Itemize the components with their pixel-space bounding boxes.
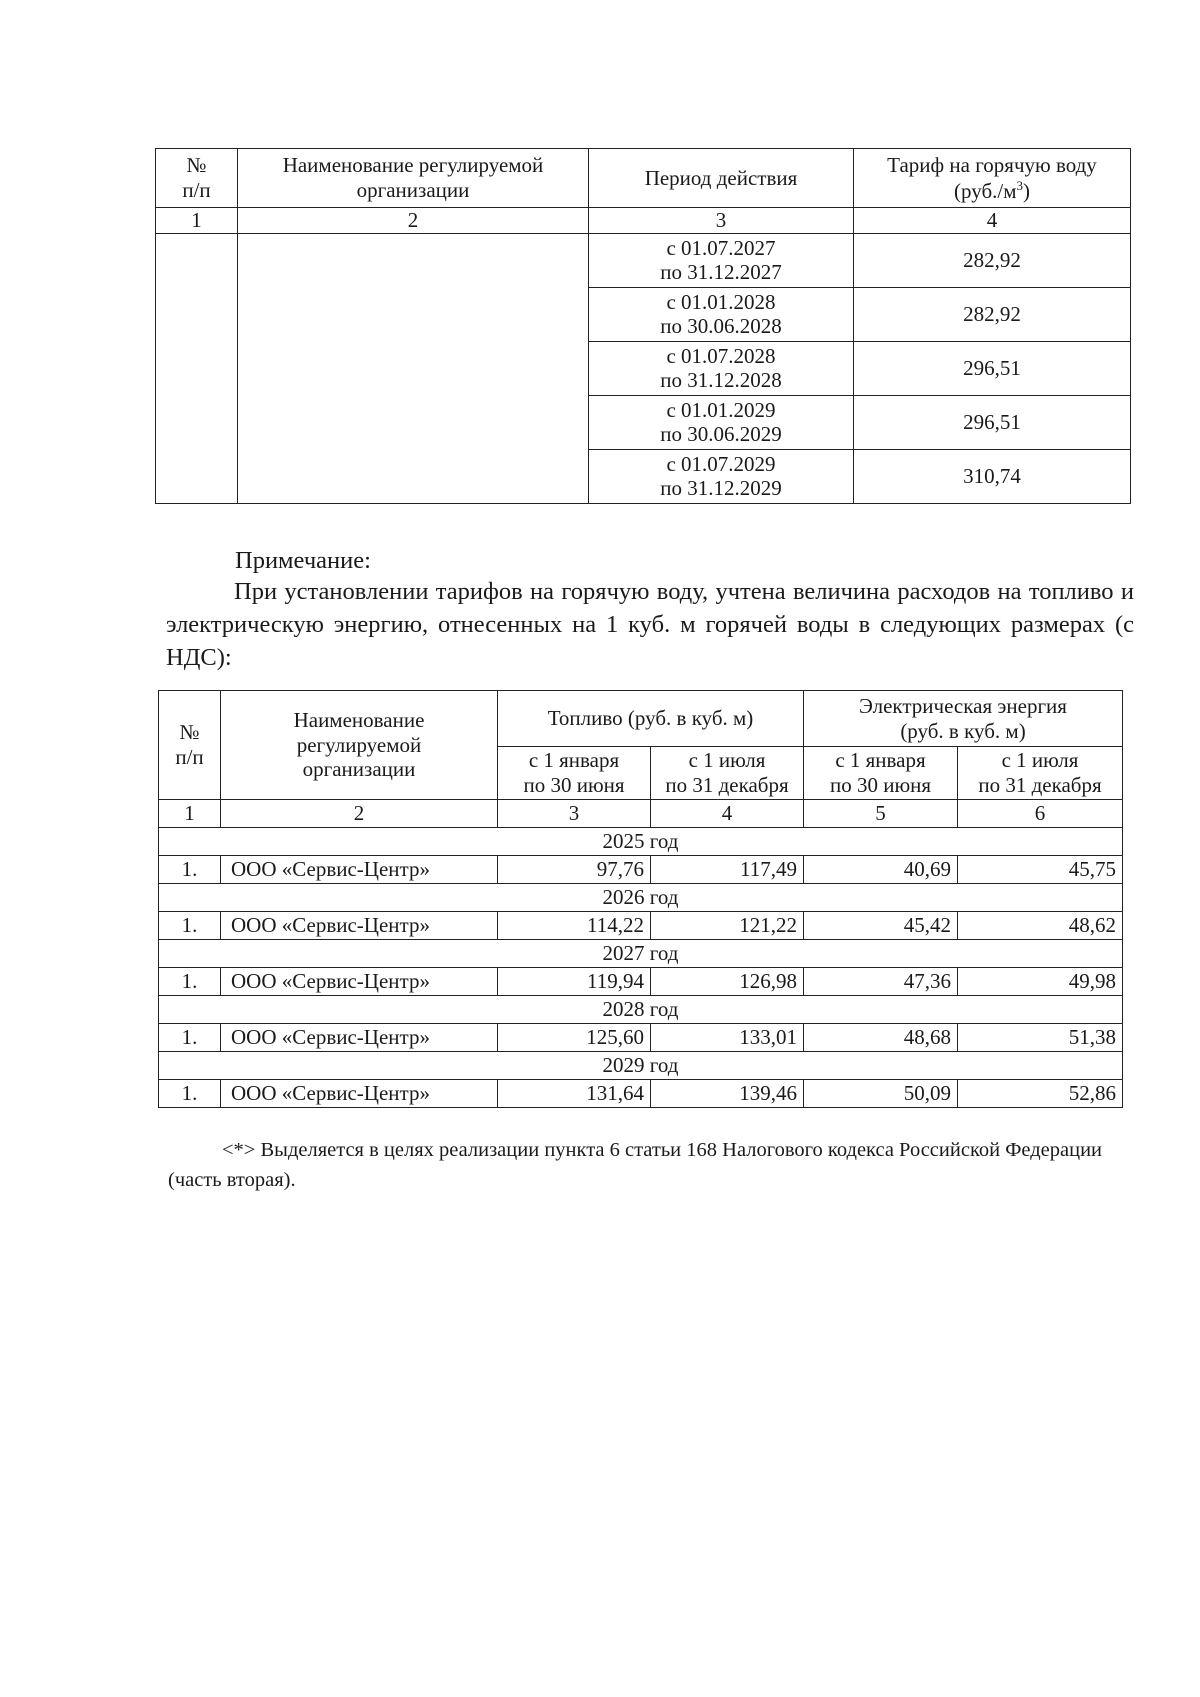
hot-water-tariff-table — [155, 148, 1131, 504]
header-num: № п/п — [159, 691, 221, 800]
value-cell: 52,86 — [958, 1080, 1123, 1108]
header-tariff-unit-sup: 3 — [1016, 177, 1023, 193]
col-number: 6 — [958, 800, 1123, 828]
value-cell: 49,98 — [958, 968, 1123, 996]
value-cell: 119,94 — [498, 968, 651, 996]
value-cell: 47,36 — [804, 968, 958, 996]
year-row: 2026 год — [159, 884, 1123, 912]
value-cell: 48,68 — [804, 1024, 958, 1052]
period-cell: с 01.01.2029 по 30.06.2029 — [589, 395, 854, 449]
header-period-h2: с 1 июля по 31 декабря — [651, 747, 804, 800]
col-number: 4 — [854, 208, 1131, 234]
col-number: 2 — [221, 800, 498, 828]
table-row — [159, 968, 1123, 996]
value-cell: 50,09 — [804, 1080, 958, 1108]
col-number: 2 — [238, 208, 589, 234]
col-number: 3 — [498, 800, 651, 828]
org-name: ООО «Сервис-Центр» — [221, 856, 498, 884]
col-number: 5 — [804, 800, 958, 828]
header-period-h2: с 1 июля по 31 декабря — [958, 747, 1123, 800]
table-row — [159, 1080, 1123, 1108]
value-cell: 97,76 — [498, 856, 651, 884]
footnote: <*> Выделяется в целях реализации пункта 6 статьи 168 Налогового кодекса Российской Федерации (часть вторая). — [168, 1139, 1103, 1191]
org-name: ООО «Сервис-Центр» — [221, 968, 498, 996]
value-cell: 51,38 — [958, 1024, 1123, 1052]
year-row: 2028 год — [159, 996, 1123, 1024]
table-row — [159, 856, 1123, 884]
col-number: 3 — [589, 208, 854, 234]
row-num: 1. — [159, 1024, 221, 1052]
note-title: Примечание: — [235, 547, 371, 574]
org-name: ООО «Сервис-Центр» — [221, 1080, 498, 1108]
header-tariff-label: Тариф на горячую воду — [887, 152, 1097, 177]
period-cell: с 01.07.2028 по 31.12.2028 — [589, 341, 854, 395]
value-cell: 133,01 — [651, 1024, 804, 1052]
col-number: 1 — [156, 208, 238, 234]
header-period: Период действия — [589, 149, 854, 208]
value-cell: 121,22 — [651, 912, 804, 940]
tariff-cell: 282,92 — [854, 287, 1131, 341]
period-cell: с 01.01.2028 по 30.06.2028 — [589, 287, 854, 341]
period-cell: с 01.07.2029 по 31.12.2029 — [589, 449, 854, 503]
header-tariff-unit: (руб./м — [954, 178, 1017, 203]
header-tariff — [854, 149, 1131, 208]
col-number: 1 — [159, 800, 221, 828]
header-tariff-unit-end: ) — [1023, 178, 1030, 203]
tariff-cell: 296,51 — [854, 341, 1131, 395]
header-num: № п/п — [156, 149, 238, 208]
org-name: ООО «Сервис-Центр» — [221, 1024, 498, 1052]
value-cell: 48,62 — [958, 912, 1123, 940]
row-num: 1. — [159, 856, 221, 884]
header-electric: Электрическая энергия (руб. в куб. м) — [804, 691, 1123, 747]
header-period-h1: с 1 января по 30 июня — [498, 747, 651, 800]
empty-org-cell — [238, 233, 589, 503]
value-cell: 139,46 — [651, 1080, 804, 1108]
header-org: Наименование регулируемой организации — [221, 691, 498, 800]
value-cell: 131,64 — [498, 1080, 651, 1108]
value-cell: 40,69 — [804, 856, 958, 884]
table-row — [156, 233, 1131, 287]
row-num: 1. — [159, 912, 221, 940]
header-period-h1: с 1 января по 30 июня — [804, 747, 958, 800]
org-name: ООО «Сервис-Центр» — [221, 912, 498, 940]
year-row: 2029 год — [159, 1052, 1123, 1080]
year-row: 2027 год — [159, 940, 1123, 968]
header-org: Наименование регулируемой организации — [238, 149, 589, 208]
row-num: 1. — [159, 968, 221, 996]
table-row — [159, 912, 1123, 940]
tariff-cell: 282,92 — [854, 233, 1131, 287]
empty-num-cell — [156, 233, 238, 503]
value-cell: 114,22 — [498, 912, 651, 940]
row-num: 1. — [159, 1080, 221, 1108]
value-cell: 126,98 — [651, 968, 804, 996]
tariff-cell: 310,74 — [854, 449, 1131, 503]
col-number: 4 — [651, 800, 804, 828]
value-cell: 125,60 — [498, 1024, 651, 1052]
period-cell: с 01.07.2027 по 31.12.2027 — [589, 233, 854, 287]
year-row: 2025 год — [159, 828, 1123, 856]
tariff-cell: 296,51 — [854, 395, 1131, 449]
value-cell: 45,75 — [958, 856, 1123, 884]
header-fuel: Топливо (руб. в куб. м) — [498, 691, 804, 747]
note-text: При установлении тарифов на горячую воду, учтена величина расходов на топливо и электрическую энергию, отнесенных на 1 куб. м горячей воды в следующих размерах (с НДС): — [166, 578, 1134, 671]
value-cell: 45,42 — [804, 912, 958, 940]
value-cell: 117,49 — [651, 856, 804, 884]
table-row — [159, 1024, 1123, 1052]
fuel-electricity-cost-table — [158, 690, 1123, 1108]
